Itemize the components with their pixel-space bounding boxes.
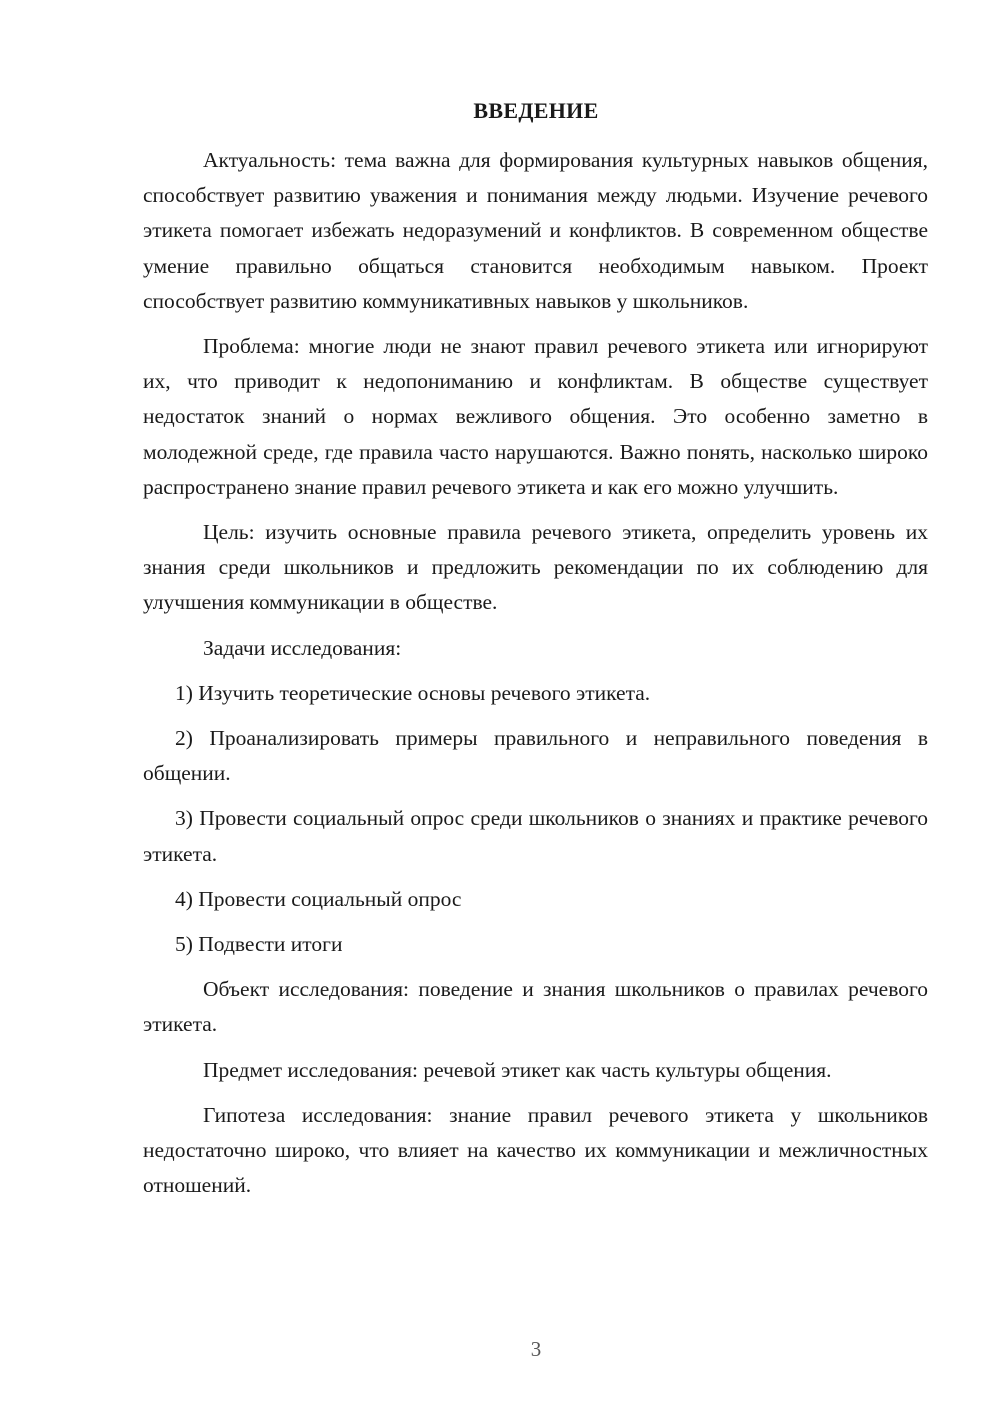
task-item-1: 1) Изучить теоретические основы речевого этикета.	[175, 680, 651, 705]
task-item-3: 3) Провести социальный опрос среди школьников о знаниях и практике речевого этикета.	[143, 806, 928, 866]
page-number: 3	[530, 1337, 542, 1361]
paragraph-problem: Проблема: многие люди не знают правил речевого этикета или игнорируют их, что приводит к недопониманию и конфликтам. В обществе существует недостаток знаний о нормах вежливого общения. Это особенно заметно в молодежной среде, где правила часто нарушаются. Важно понять, насколько широко распространено знание правил речевого этикета и как его можно улучшить.	[143, 334, 928, 499]
task-item-2: 2) Проанализировать примеры правильного и неправильного поведения в общении.	[143, 726, 928, 786]
paragraph-relevance: Актуальность: тема важна для формирования культурных навыков общения, способствует развитию уважения и понимания между людьми. Изучение речевого этикета помогает избежать недоразумений и конфликтов. В современном обществе умение правильно общаться становится необходимым навыком. Проект способствует развитию коммуникативных навыков у школьников.	[143, 148, 928, 313]
tasks-heading: Задачи исследования:	[203, 635, 402, 660]
paragraph-goal: Цель: изучить основные правила речевого этикета, определить уровень их знания среди школьников и предложить рекомендации по их соблюдению для улучшения коммуникации в обществе.	[143, 520, 928, 615]
paragraph-object: Объект исследования: поведение и знания школьников о правилах речевого этикета.	[143, 977, 928, 1037]
task-item-4: 4) Провести социальный опрос	[175, 886, 462, 911]
document-body	[143, 143, 928, 1213]
page-title: ВВЕДЕНИЕ	[473, 98, 599, 123]
task-item-5: 5) Подвести итоги	[175, 932, 343, 957]
paragraph-subject: Предмет исследования: речевой этикет как часть культуры общения.	[203, 1057, 832, 1082]
paragraph-hypothesis: Гипотеза исследования: знание правил речевого этикета у школьников недостаточно широко, что влияет на качество их коммуникации и межличностных отношений.	[143, 1102, 928, 1198]
